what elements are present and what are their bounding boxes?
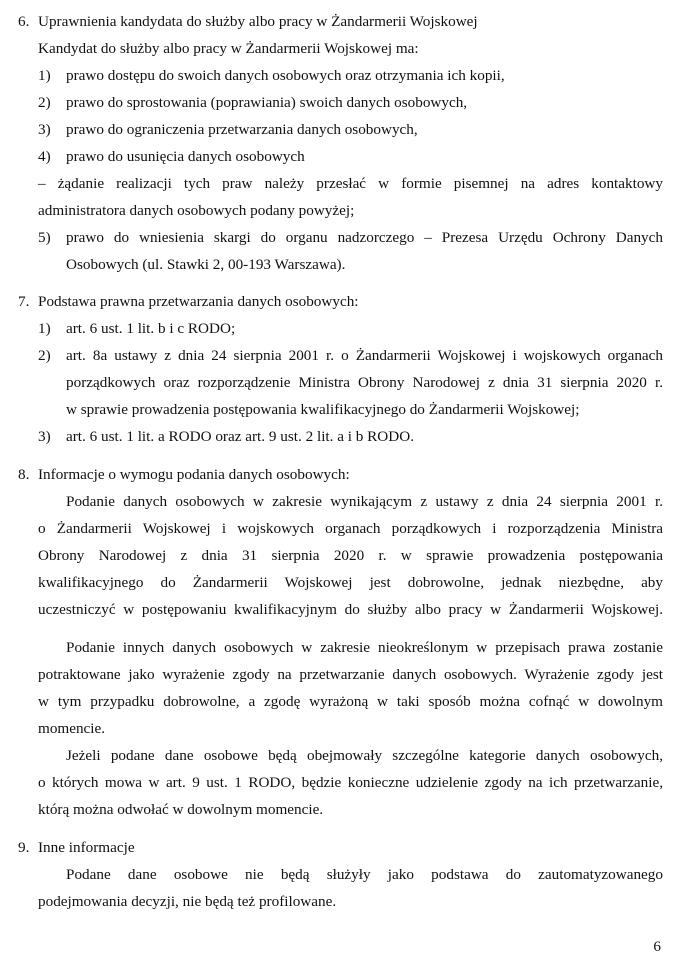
paragraph-line: momencie. <box>38 720 106 737</box>
section-title: Podstawa prawna przetwarzania danych osobowych: <box>38 293 359 310</box>
list-item-number: 1) <box>38 67 51 84</box>
paragraph-line: potraktowane jako wyrażenie zgody na przetwarzanie danych osobowych. Wyrażenie zgody jest <box>38 666 663 683</box>
list-item-text: w sprawie prowadzenia postępowania kwalifikacyjnego do Żandarmerii Wojskowej; <box>66 401 580 418</box>
list-item-number: 5) <box>38 229 51 246</box>
paragraph-line: kwalifikacyjnego do Żandarmerii Wojskowej jest dobrowolne, jednak niezbędne, aby <box>38 574 663 591</box>
note-line: – żądanie realizacji tych praw należy przesłać w formie pisemnej na adres kontaktowy <box>38 175 663 192</box>
paragraph-line: uczestniczyć w postępowaniu kwalifikacyjnym do służby albo pracy w Żandarmerii Wojskowej. <box>38 601 663 618</box>
list-item-text: prawo do usunięcia danych osobowych <box>66 148 305 165</box>
paragraph-line: Podanie danych osobowych w zakresie wynikającym z ustawy z dnia 24 sierpnia 2001 r. <box>66 493 663 510</box>
paragraph-line: Obrony Narodowej z dnia 31 sierpnia 2020 r. w sprawie prowadzenia postępowania <box>38 547 663 564</box>
paragraph-line: Jeżeli podane dane osobowe będą obejmowały szczególne kategorie danych osobowych, <box>66 747 663 764</box>
section-number: 6. <box>18 13 30 30</box>
section-intro: Kandydat do służby albo pracy w Żandarmerii Wojskowej ma: <box>38 40 419 57</box>
list-item-number: 2) <box>38 347 51 364</box>
section-title: Informacje o wymogu podania danych osobowych: <box>38 466 350 483</box>
section-number: 8. <box>18 466 30 483</box>
list-item-number: 2) <box>38 94 51 111</box>
list-item-number: 3) <box>38 428 51 445</box>
note-line: administratora danych osobowych podany powyżej; <box>38 202 355 219</box>
section-title: Uprawnienia kandydata do służby albo pracy w Żandarmerii Wojskowej <box>38 13 478 30</box>
paragraph-line: Podanie innych danych osobowych w zakresie nieokreślonym w przepisach prawa zostanie <box>66 639 663 656</box>
paragraph-line: w tym przypadku dobrowolne, a zgodę wyrażoną w taki sposób można cofnąć w dowolnym <box>38 693 663 710</box>
list-item-text: prawo do wniesienia skargi do organu nadzorczego – Prezesa Urzędu Ochrony Danych <box>66 229 663 246</box>
list-item-number: 1) <box>38 320 51 337</box>
list-item-text: art. 6 ust. 1 lit. a RODO oraz art. 9 ust. 2 lit. a i b RODO. <box>66 428 414 445</box>
paragraph-line: Podane dane osobowe nie będą służyły jako podstawa do zautomatyzowanego <box>66 866 663 883</box>
list-item-text: porządkowych oraz rozporządzenie Ministra Obrony Narodowej z dnia 31 sierpnia 2020 r. <box>66 374 663 391</box>
list-item-number: 3) <box>38 121 51 138</box>
section-title: Inne informacje <box>38 839 135 856</box>
list-item-text: Osobowych (ul. Stawki 2, 00-193 Warszawa). <box>66 256 346 273</box>
list-item-text: art. 6 ust. 1 lit. b i c RODO; <box>66 320 236 337</box>
paragraph-line: podejmowania decyzji, nie będą też profilowane. <box>38 893 337 910</box>
list-item-text: prawo dostępu do swoich danych osobowych oraz otrzymania ich kopii, <box>66 67 505 84</box>
section-number: 7. <box>18 293 30 310</box>
page-number: 6 <box>653 938 661 955</box>
paragraph-line: o Żandarmerii Wojskowej i wojskowych organach porządkowych i rozporządzenia Ministra <box>38 520 663 537</box>
section-number: 9. <box>18 839 30 856</box>
paragraph-line: którą można odwołać w dowolnym momencie. <box>38 801 324 818</box>
paragraph-line: o których mowa w art. 9 ust. 1 RODO, będzie konieczne udzielenie zgody na ich przetwarzanie, <box>38 774 663 791</box>
list-item-text: art. 8a ustawy z dnia 24 sierpnia 2001 r. o Żandarmerii Wojskowej i wojskowych organach <box>66 347 663 364</box>
list-item-text: prawo do ograniczenia przetwarzania danych osobowych, <box>66 121 418 138</box>
list-item-number: 4) <box>38 148 51 165</box>
list-item-text: prawo do sprostowania (poprawiania) swoich danych osobowych, <box>66 94 468 111</box>
